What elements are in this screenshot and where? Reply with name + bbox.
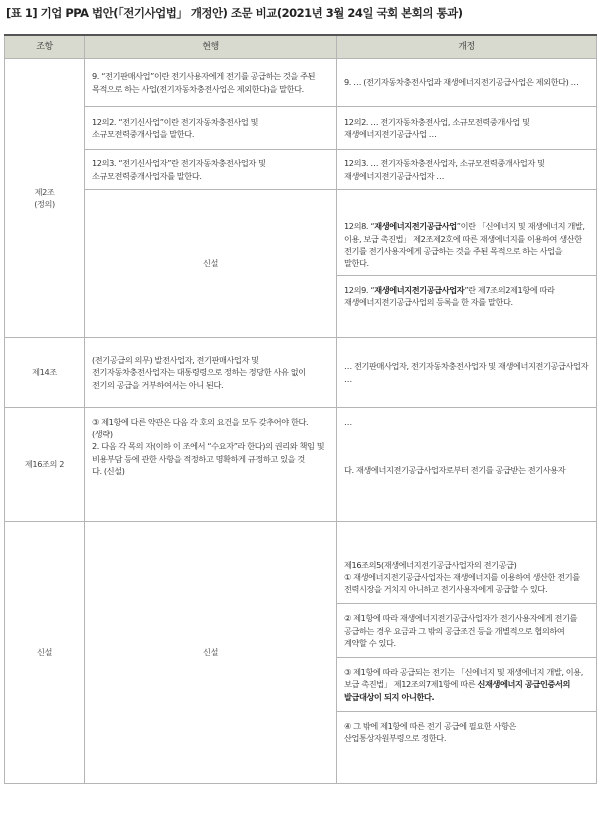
current-cell: 9. “전기판매사업”이란 전기사용자에게 전기를 공급하는 것을 주된 목적으로 하는 사업(전기자동차충전사업은 제외한다)을 말한다.: [85, 59, 337, 107]
table-row: [5, 107, 597, 150]
current-cell-new: 신설: [85, 190, 337, 338]
article-cell-new: 신설: [5, 522, 85, 784]
current-cell: 12의2. “전기신사업”이란 전기자동차충전사업 및 소규모전력중개사업을 말한다.: [85, 107, 337, 150]
revised-cell: … 다. 재생에너지전기공급사업자로부터 전기를 공급받는 전기사용자: [337, 408, 597, 522]
article-cell-14: 제14조: [5, 338, 85, 408]
table-row: [5, 338, 597, 408]
table-title: [표 1] 기업 PPA 법안(「전기사업법」 개정안) 조문 비교(2021년 3월 24일 국회 본회의 통과): [6, 6, 463, 20]
current-cell: (전기공급의 의무) 발전사업자, 전기판매사업자 및 전기자동차충전사업자는 대통령령으로 정하는 정당한 사유 없이 전기의 공급을 거부하여서는 아니 된다.: [85, 338, 337, 408]
revised-cell: … 전기판매사업자, 전기자동차충전사업자 및 재생에너지전기공급사업자 …: [337, 338, 597, 408]
article-cell-2: [5, 59, 85, 338]
header-row: [5, 35, 597, 59]
current-cell: ③ 제1항에 다른 약관은 다음 각 호의 요건을 모두 갖추어야 한다. (생략) 2. 다음 각 목의 자(이하 이 조에서 “수요자”라 한다)의 권리와 책임 및 비용부담 등에 관한 사항을 적정하고 명확하게 규정하고 있을 것 다. (신설): [85, 408, 337, 522]
article-cell-16-2: 제16조의 2: [5, 408, 85, 522]
revised-cell: 12의2. … 전기자동차충전사업, 소규모전력중개사업 및 재생에너지전기공급사업 …: [337, 107, 597, 150]
current-cell: 12의3. “전기신사업자”란 전기자동차충전사업자 및 소규모전력중개사업자를 말한다.: [85, 150, 337, 190]
table-row: [5, 150, 597, 190]
revised-sub-cell: 12의8. “재생에너지전기공급사업”이란 「신에너지 및 재생에너지 개발, 이용, 보급 촉진법」 제2조제2호에 따른 재생에너지를 이용하여 생산한 전기를 전기사용자에게 공급하는 것을 주된 목적으로 하는 사업을 말한다.: [337, 212, 596, 276]
table-row: [5, 190, 597, 338]
revised-cell-split: [337, 522, 597, 784]
current-cell-new: 신설: [85, 522, 337, 784]
revised-sub-cell: ③ 제1항에 따라 공급되는 전기는 「신에너지 및 재생에너지 개발, 이용, 보급 촉진법」 제12조의7제1항에 따른 신재생에너지 공급인증서의 발급대상이 되지 아니한다.: [337, 658, 596, 712]
bold-term: 재생에너지전기공급사업: [374, 221, 457, 232]
bold-term: 재생에너지전기공급사업자: [374, 285, 465, 296]
revised-cell: 9. … (전기자동차충전사업과 재생에너지전기공급사업은 제외한다) …: [337, 59, 597, 107]
revised-cell: 12의3. … 전기자동차충전사업자, 소규모전력중개사업자 및 재생에너지전기공급사업자 …: [337, 150, 597, 190]
revised-sub-cell: 12의9. “재생에너지전기공급사업자”란 제7조의2제1항에 따라 재생에너지전기공급사업의 등록을 한 자를 말한다.: [344, 285, 555, 308]
revised-sub-cell: ② 제1항에 따라 재생에너지전기공급사업자가 전기사용자에게 전기를 공급하는 경우 요금과 그 밖의 공급조건 등을 개별적으로 협의하여 계약할 수 있다.: [337, 604, 596, 658]
comparison-table: [4, 34, 597, 784]
table-row: [5, 522, 597, 784]
table-row: [5, 59, 597, 107]
table-row: [5, 408, 597, 522]
article-label: 제2조: [34, 186, 55, 197]
bold-term: 신재생에너지 공급인증서의 발급대상이 되지 아니한다.: [344, 679, 571, 702]
header-article: 조항: [5, 35, 85, 59]
revised-cell-split: [337, 190, 597, 338]
revised-sub-cell: ④ 그 밖에 제1항에 따른 전기 공급에 필요한 사항은 산업통상자원부령으로 정한다.: [344, 720, 517, 743]
revised-sub-cell: 제16조의5(재생에너지전기공급사업자의 전기공급) ① 재생에너지전기공급사업자는 재생에너지를 이용하여 생산한 전기를 전력시장을 거치지 아니하고 전기사용자에게 공급할 수 있다.: [337, 553, 596, 605]
header-current: 현행: [85, 35, 337, 59]
article-sublabel: (정의): [34, 199, 55, 209]
header-revised: 개정: [337, 35, 597, 59]
